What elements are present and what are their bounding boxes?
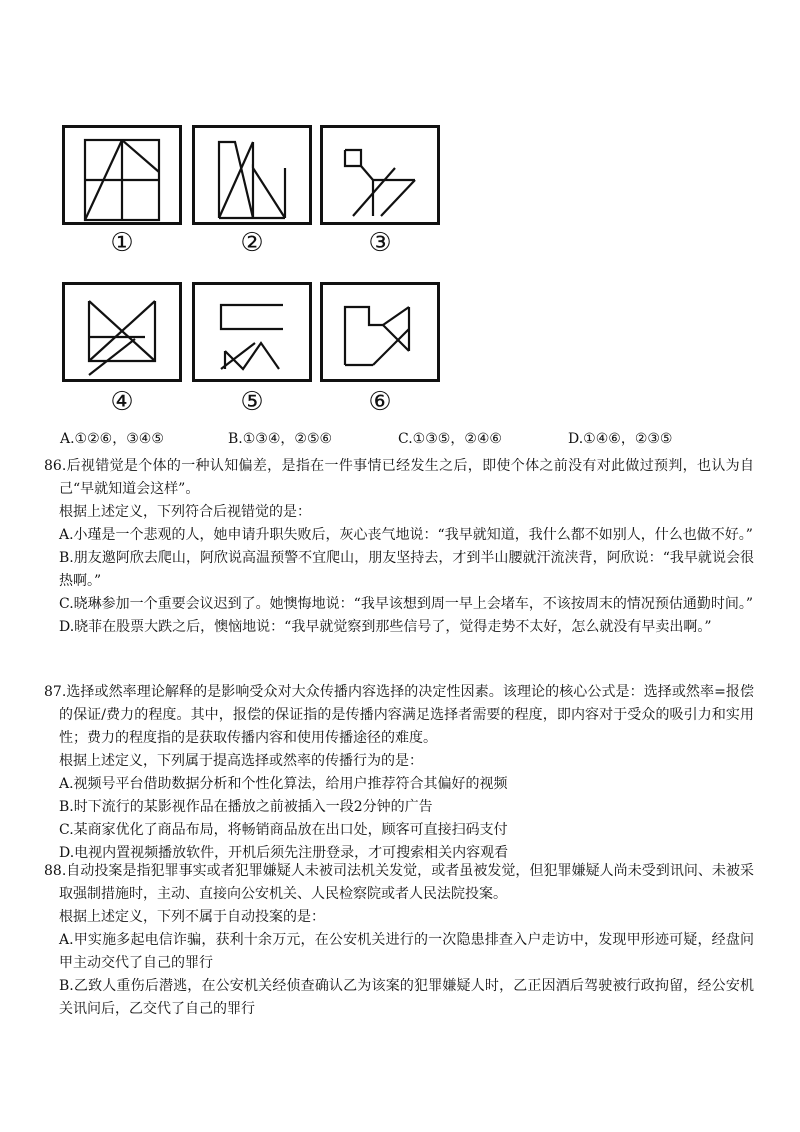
figure-2-lines <box>195 128 309 222</box>
figure-2-label: ② <box>240 228 264 258</box>
figure-4 <box>62 282 182 382</box>
figure-1 <box>62 125 182 225</box>
q87-option-b: B.时下流行的某影视作品在播放之前被插入一段2分钟的广告 <box>59 799 433 815</box>
q85-option-c: C.①③⑤，②④⑥ <box>398 431 502 447</box>
question-86 <box>44 455 754 639</box>
figure-grid <box>0 0 800 430</box>
figure-3 <box>320 125 440 225</box>
figure-3-lines <box>323 128 437 222</box>
q86-option-b: B.朋友邀阿欣去爬山，阿欣说高温预警不宜爬山，朋友坚持去，才到半山腰就汗流浃背，阿欣说：“我早就说会很热啊。” <box>59 550 754 589</box>
q86-option-c: C.晓琳参加一个重要会议迟到了。她懊悔地说：“我早该想到周一早上会堵车，不该按周末的情况预估通勤时间。” <box>59 596 753 612</box>
figure-1-label: ① <box>110 228 134 258</box>
figure-1-lines <box>65 128 179 222</box>
q87-option-d: D.电视内置视频播放软件，开机后须先注册登录，才可搜索相关内容观看 <box>59 845 509 861</box>
q88-option-b: B.乙致人重伤后潜逃，在公安机关经侦查确认乙为该案的犯罪嫌疑人时，乙正因酒后驾驶被行政拘留，经公安机关讯问后，乙交代了自己的罪行 <box>59 978 754 1017</box>
figure-6-lines <box>323 285 437 379</box>
q87-option-c: C.某商家优化了商品布局，将畅销商品放在出口处，顾客可直接扫码支付 <box>59 822 508 838</box>
q86-option-a: A.小瑾是一个悲观的人，她申请升职失败后，灰心丧气地说：“我早就知道，我什么都不如别人，什么也做不好。” <box>59 527 753 543</box>
q85-option-a: A.①②⑥，③④⑤ <box>60 431 164 447</box>
q87-prompt: 根据上述定义，下列属于提高选择或然率的传播行为的是： <box>59 753 423 769</box>
figure-6 <box>320 282 440 382</box>
figure-4-lines <box>65 285 179 379</box>
figure-5 <box>192 282 312 382</box>
q86-option-d: D.晓菲在股票大跌之后，懊恼地说：“我早就觉察到那些信号了，觉得走势不太好，怎么就没有早卖出啊。” <box>59 619 712 635</box>
q88-option-a: A.甲实施多起电信诈骗，获利十余万元，在公安机关进行的一次隐患排查入户走访中，发现甲形迹可疑，经盘问甲主动交代了自己的罪行 <box>59 932 754 971</box>
q88-prompt: 根据上述定义，下列不属于自动投案的是： <box>59 909 325 925</box>
q85-option-d: D.①④⑥，②③⑤ <box>568 431 673 447</box>
q88-stem: 88.自动投案是指犯罪事实或者犯罪嫌疑人未被司法机关发觉，或者虽被发觉，但犯罪嫌疑人尚未受到讯问、未被采取强制措施时，主动、直接向公安机关、人民检察院或者人民法院投案。 <box>44 863 754 902</box>
q87-option-a: A.视频号平台借助数据分析和个性化算法，给用户推荐符合其偏好的视频 <box>59 776 508 792</box>
question-88 <box>44 860 754 1021</box>
figure-3-label: ③ <box>368 228 392 258</box>
figure-5-lines <box>195 285 309 379</box>
figure-6-label: ⑥ <box>368 387 392 417</box>
q86-stem: 86.后视错觉是个体的一种认知偏差，是指在一件事情已经发生之后，即使个体之前没有对此做过预判，也认为自己“早就知道会这样”。 <box>44 458 754 497</box>
figure-4-label: ④ <box>110 387 134 417</box>
question-87 <box>44 681 754 865</box>
q85-option-b: B.①③④，②⑤⑥ <box>228 431 333 447</box>
figure-2 <box>192 125 312 225</box>
q86-prompt: 根据上述定义，下列符合后视错觉的是： <box>59 504 311 520</box>
figure-5-label: ⑤ <box>240 387 264 417</box>
q85-options <box>60 428 760 450</box>
q87-stem: 87.选择或然率理论解释的是影响受众对大众传播内容选择的决定性因素。该理论的核心公式是：选择或然率=报偿的保证/费力的程度。其中，报偿的保证指的是传播内容满足选择者需要的程度，即内容对于受众的吸引力和实用性；费力的程度指的是获取传播内容和使用传播途径的难度。 <box>44 684 754 746</box>
